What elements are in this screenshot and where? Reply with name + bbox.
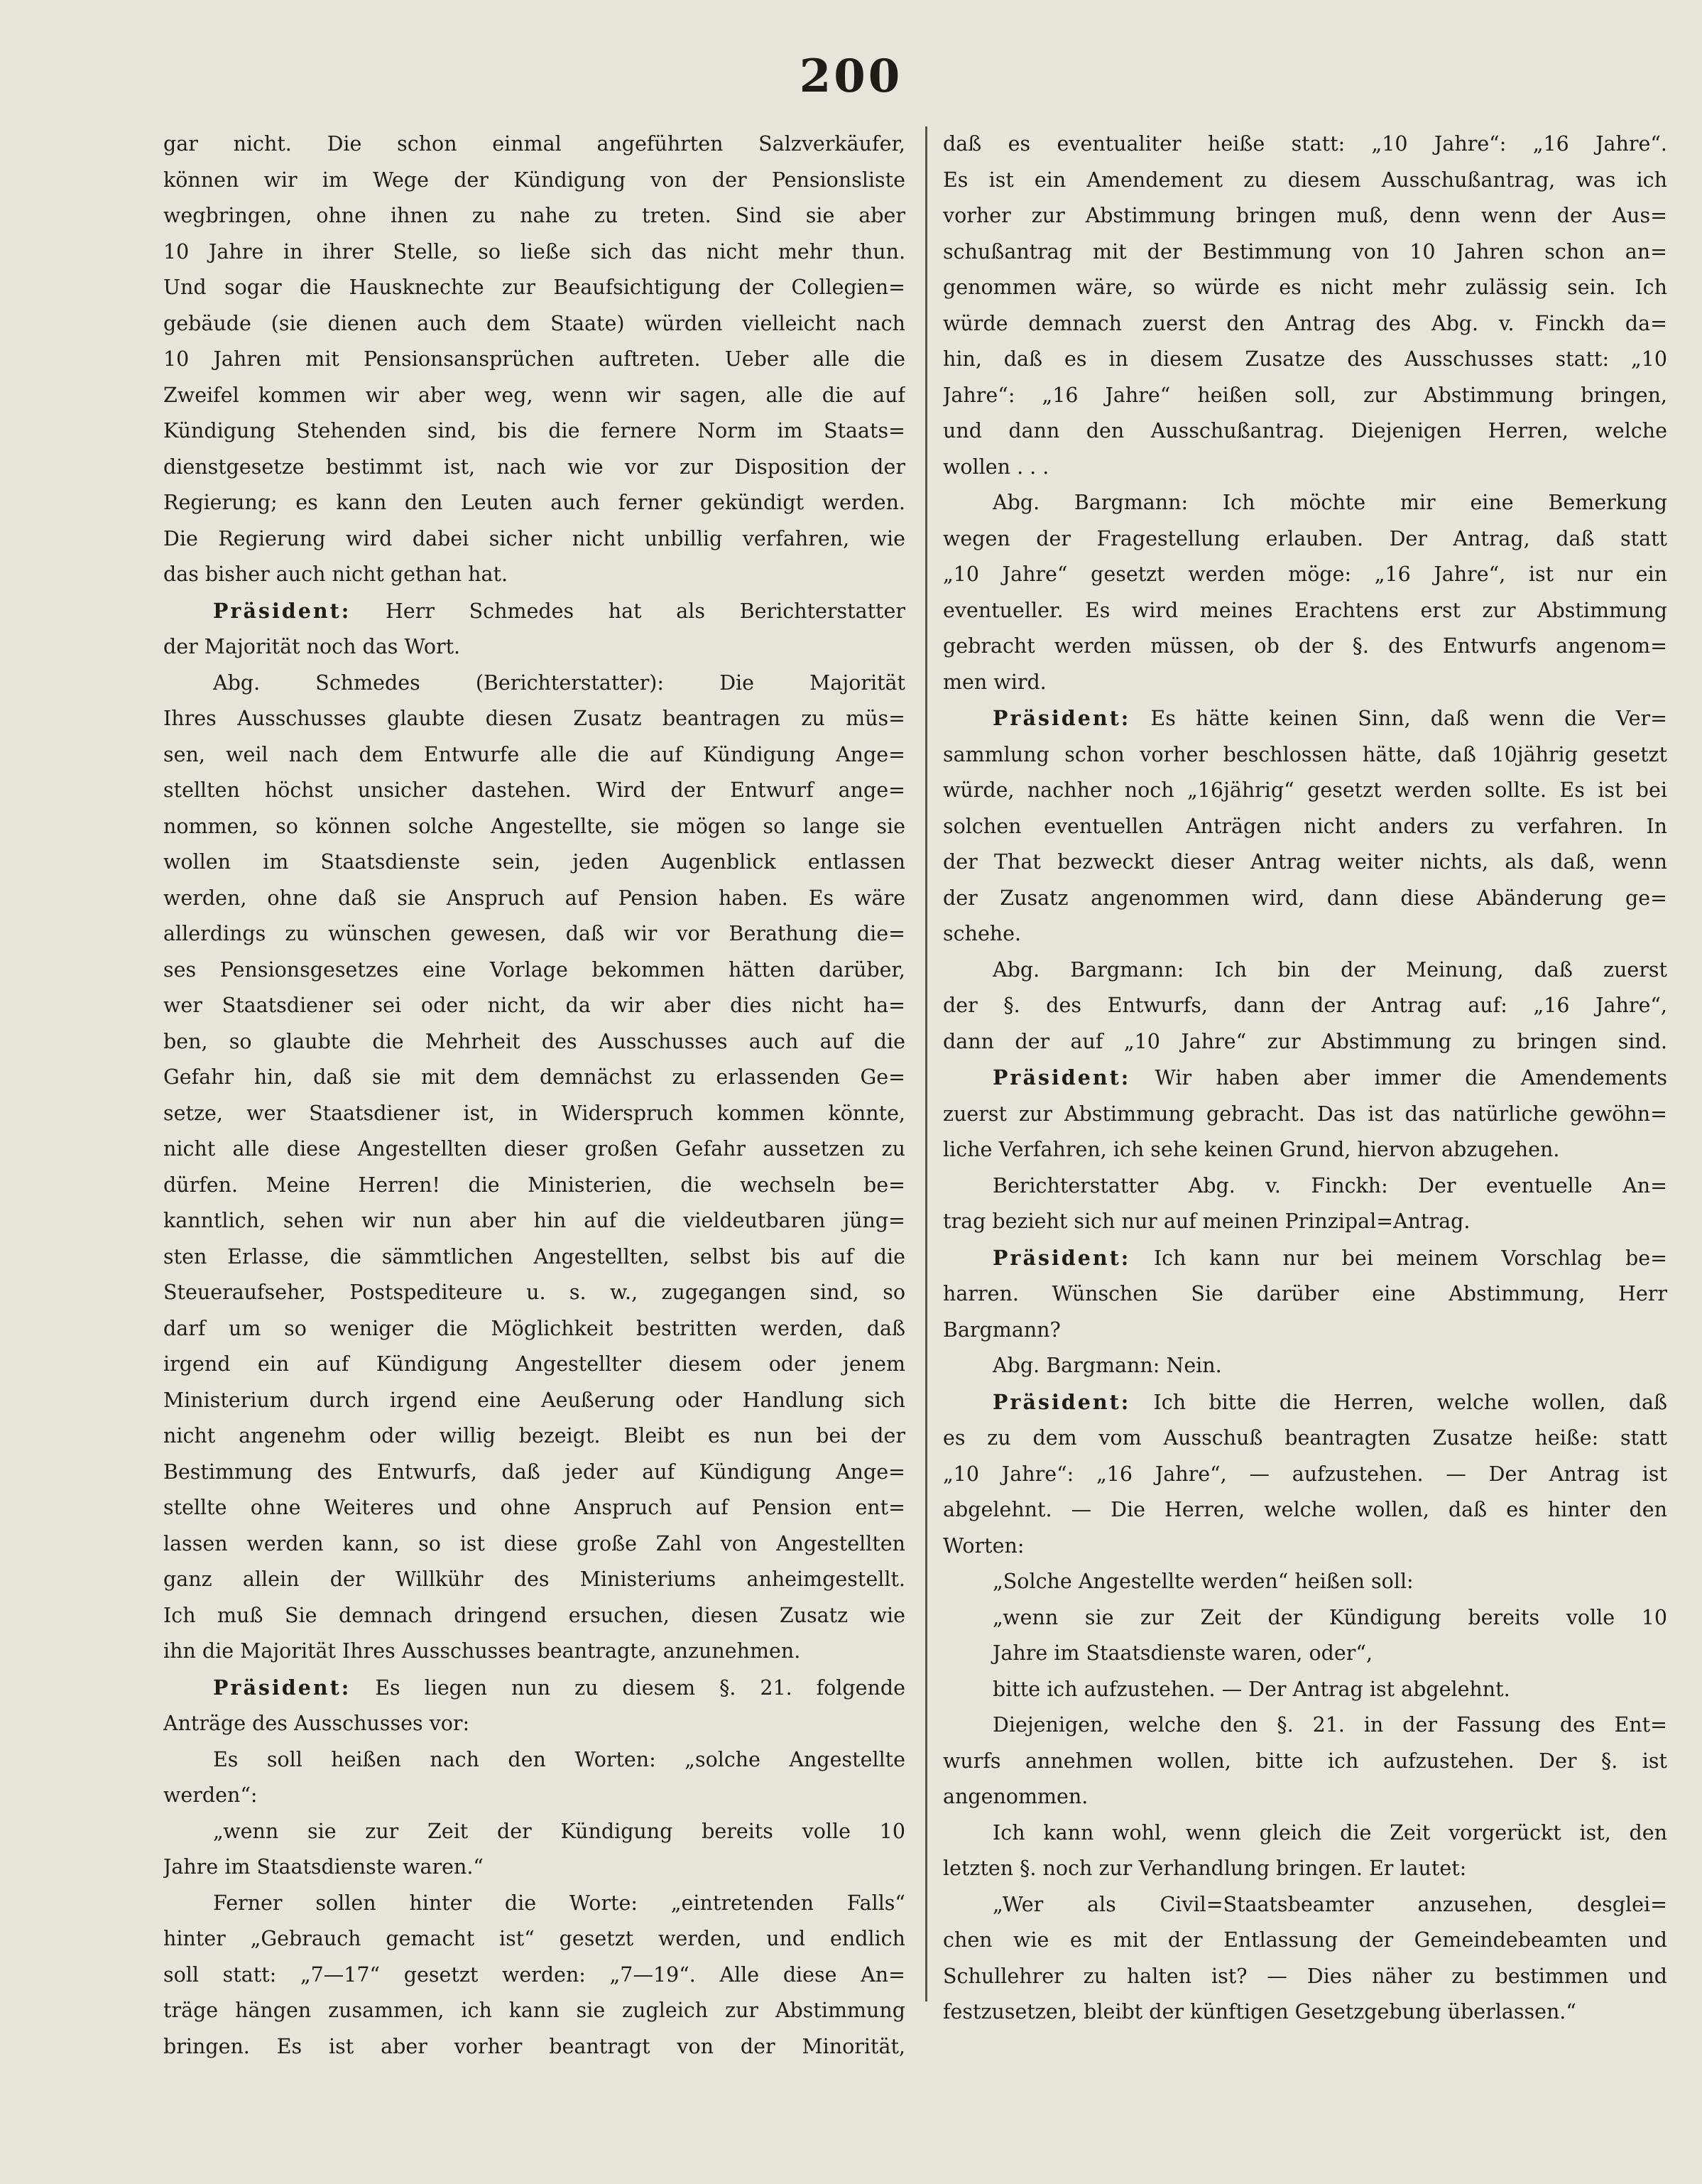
- line-text: vorher zur Abstimmung bringen muß, denn wenn der Aus=: [943, 204, 1667, 227]
- text-line: [943, 881, 1667, 917]
- text-line: [163, 773, 905, 809]
- line-text: schehe.: [943, 922, 1022, 945]
- text-line: [163, 952, 905, 989]
- line-text: Es hätte keinen Sinn, daß wenn die Ver=: [1150, 707, 1667, 730]
- text-line: [163, 1706, 905, 1742]
- text-line: [943, 1636, 1667, 1672]
- text-line: [943, 485, 1667, 521]
- line-text: sammlung schon vorher beschlossen hätte, daß 10jährig gesetzt: [943, 742, 1667, 766]
- text-line: [943, 270, 1667, 306]
- line-text: genommen wäre, so würde es nicht mehr zulässig sein. Ich: [943, 276, 1667, 299]
- line-text: Worten:: [943, 1533, 1025, 1558]
- line-text: Regierung; es kann den Leuten auch ferner gekündigt werden.: [163, 491, 905, 514]
- line-text: 10 Jahre in ihrer Stelle, so ließe sich das nicht mehr thun.: [163, 239, 905, 264]
- text-line: [163, 1993, 905, 2029]
- line-text: Abg. Bargmann: Ich möchte mir eine Bemerkung: [993, 491, 1667, 514]
- line-text: „wenn sie zur Zeit der Kündigung bereits volle 10: [213, 1819, 905, 1843]
- text-line: [163, 701, 905, 737]
- text-line: [943, 665, 1667, 701]
- line-text: Schullehrer zu halten ist? — Dies näher zu bestimmen und: [943, 1964, 1667, 1988]
- line-text: Kündigung Stehenden sind, bis die fernere Norm im Staats=: [163, 419, 905, 442]
- line-text: dann der auf „10 Jahre“ zur Abstimmung zu bringen sind.: [943, 1029, 1667, 1053]
- text-line: [943, 1994, 1667, 2031]
- text-line: [943, 1887, 1667, 1923]
- text-line: [163, 450, 905, 486]
- text-line: [943, 1457, 1667, 1493]
- line-text: wegen der Fragestellung erlauben. Der Antrag, daß statt: [943, 526, 1667, 550]
- line-text: wollen im Staatsdienste sein, jeden Augenblick entlassen: [163, 850, 905, 874]
- text-line: [163, 1455, 905, 1491]
- line-text: Abg. Schmedes (Berichterstatter): Die Majorität: [213, 670, 905, 695]
- text-line: [163, 485, 905, 521]
- line-text: harren. Wünschen Sie darüber eine Abstimmung, Herr: [943, 1282, 1667, 1305]
- line-text: daß es eventualiter heiße statt: „10 Jahre“: „16 Jahre“.: [943, 132, 1667, 156]
- line-text: men wird.: [943, 670, 1047, 694]
- text-line: [943, 1024, 1667, 1060]
- line-text: Ich kann nur bei meinem Vorschlag be=: [1153, 1246, 1667, 1270]
- text-line: [943, 1168, 1667, 1205]
- text-line: [943, 163, 1667, 199]
- text-line: [163, 521, 905, 558]
- text-line: [943, 342, 1667, 378]
- line-text: werden, ohne daß sie Anspruch auf Pension haben. Es wäre: [163, 886, 905, 910]
- text-line: [943, 1060, 1667, 1097]
- line-text: nicht angenehm oder willig bezeigt. Bleibt es nun bei der: [163, 1424, 905, 1447]
- text-line: [163, 126, 905, 163]
- line-text: 10 Jahren mit Pensionsansprüchen auftreten. Ueber alle die: [163, 347, 905, 371]
- line-text: können wir im Wege der Kündigung von der Pensionsliste: [163, 168, 905, 192]
- line-text: ben, so glaubte die Mehrheit des Ausschusses auch auf die: [163, 1029, 905, 1053]
- line-text: bringen. Es ist aber vorher beantragt von der Minorität,: [163, 2034, 905, 2058]
- text-line: [163, 1060, 905, 1096]
- line-text: würde demnach zuerst den Antrag des Abg. v. Finckh da=: [943, 311, 1667, 335]
- text-line: [943, 1744, 1667, 1780]
- line-text: wer Staatsdiener sei oder nicht, da wir aber dies nicht ha=: [163, 994, 905, 1017]
- line-text: angenommen.: [943, 1785, 1089, 1808]
- line-text: dienstgesetze bestimmt ist, nach wie vor zur Disposition der: [163, 455, 905, 479]
- text-line: [163, 1742, 905, 1778]
- line-text: Jahre im Staatsdienste waren.“: [163, 1855, 484, 1879]
- line-text: „10 Jahre“: „16 Jahre“, — aufzustehen. — Der Antrag ist: [943, 1462, 1667, 1486]
- text-line: [943, 1132, 1667, 1168]
- text-line: [163, 1778, 905, 1814]
- text-line: [943, 1923, 1667, 1959]
- text-line: [163, 1096, 905, 1132]
- line-text: soll statt: „7—17“ gesetzt werden: „7—19“. Alle diese An=: [163, 1962, 905, 1987]
- text-line: [163, 1886, 905, 1922]
- text-line: [163, 844, 905, 881]
- text-line: [163, 163, 905, 199]
- text-line: [163, 916, 905, 952]
- line-text: der §. des Entwurfs, dann der Antrag auf: „16 Jahre“,: [943, 994, 1667, 1017]
- line-text: Bargmann?: [943, 1318, 1061, 1342]
- speaker-label: Präsident:: [993, 1245, 1131, 1270]
- text-line: [943, 773, 1667, 809]
- line-text: stellten höchst unsicher dastehen. Wird der Entwurf ange=: [163, 778, 905, 802]
- speaker-label: Präsident:: [213, 598, 351, 623]
- text-line: [163, 557, 905, 593]
- line-text: solchen eventuellen Anträgen nicht anders zu verfahren. In: [943, 814, 1667, 838]
- text-line: [943, 1313, 1667, 1349]
- text-line: [943, 700, 1667, 737]
- text-line: [163, 2029, 905, 2065]
- line-text: Ich kann wohl, wenn gleich die Zeit vorgerückt ist, den: [993, 1820, 1667, 1845]
- line-text: ganz allein der Willkühr des Ministeriums anheimgestellt.: [163, 1568, 905, 1591]
- column-divider: [925, 126, 927, 2001]
- line-text: kanntlich, sehen wir nun aber hin auf die vieldeutbaren jüng=: [163, 1209, 905, 1232]
- text-line: [943, 1672, 1667, 1708]
- line-text: eventueller. Es wird meines Erachtens erst zur Abstimmung: [943, 598, 1667, 622]
- text-line: [163, 1670, 905, 1707]
- right-column: [943, 126, 1667, 2087]
- line-text: Ihres Ausschusses glaubte diesen Zusatz beantragen zu müs=: [163, 707, 905, 730]
- speaker-label: Präsident:: [993, 706, 1131, 730]
- line-text: würde, nachher noch „16jährig“ gesetzt werden sollte. Es ist bei: [943, 778, 1667, 802]
- line-text: der Majorität noch das Wort.: [163, 635, 461, 658]
- text-line: [943, 1492, 1667, 1528]
- text-line: [163, 593, 905, 630]
- line-text: „Solche Angestellte werden“ heißen soll:: [993, 1570, 1414, 1593]
- text-line: [163, 1526, 905, 1563]
- line-text: Es ist ein Amendement zu diesem Ausschußantrag, was ich: [943, 168, 1667, 192]
- line-text: Jahre“: „16 Jahre“ heißen soll, zur Abstimmung bringen,: [943, 383, 1667, 407]
- text-line: [163, 1598, 905, 1634]
- line-text: liche Verfahren, ich sehe keinen Grund, hiervon abzugehen.: [943, 1138, 1560, 1161]
- text-line: [943, 1384, 1667, 1421]
- speaker-label: Präsident:: [213, 1675, 351, 1700]
- line-text: Abg. Bargmann: Ich bin der Meinung, daß zuerst: [993, 957, 1667, 982]
- line-text: wurfs annehmen wollen, bitte ich aufzustehen. Der §. ist: [943, 1749, 1667, 1773]
- text-line: [163, 1418, 905, 1455]
- text-line: [943, 1779, 1667, 1815]
- line-text: Ferner sollen hinter die Worte: „eintretenden Falls“: [213, 1891, 905, 1915]
- text-line: [163, 629, 905, 665]
- text-line: [163, 809, 905, 845]
- line-text: abgelehnt. — Die Herren, welche wollen, daß es hinter den: [943, 1498, 1667, 1521]
- line-text: bitte ich aufzustehen. — Der Antrag ist abgelehnt.: [993, 1677, 1510, 1701]
- line-text: Ministerium durch irgend eine Aeußerung oder Handlung sich: [163, 1388, 905, 1412]
- line-text: stellte ohne Weiteres und ohne Anspruch auf Pension ent=: [163, 1496, 905, 1519]
- line-text: gebäude (sie dienen auch dem Staate) würden vielleicht nach: [163, 311, 905, 335]
- text-line: [163, 988, 905, 1024]
- text-line: [943, 521, 1667, 558]
- text-line: [163, 234, 905, 271]
- left-column: [163, 126, 905, 2087]
- line-text: Steueraufseher, Postspediteure u. s. w., zugegangen sind, so: [163, 1281, 905, 1304]
- text-line: [163, 198, 905, 234]
- line-text: zuerst zur Abstimmung gebracht. Das ist das natürliche gewöhn=: [943, 1102, 1667, 1126]
- text-line: [943, 1420, 1667, 1457]
- line-text: trag bezieht sich nur auf meinen Prinzipal=Antrag.: [943, 1210, 1471, 1233]
- text-line: [943, 450, 1667, 486]
- line-text: der Zusatz angenommen wird, dann diese Abänderung ge=: [943, 886, 1667, 910]
- text-line: [163, 1239, 905, 1276]
- text-line: [163, 1203, 905, 1239]
- line-text: Gefahr hin, daß sie mit dem demnächst zu erlassenden Ge=: [163, 1065, 905, 1089]
- line-text: das bisher auch nicht gethan hat.: [163, 563, 508, 586]
- text-line: [943, 629, 1667, 665]
- line-text: ses Pensionsgesetzes eine Vorlage bekommen hätten darüber,: [163, 957, 905, 982]
- line-text: setze, wer Staatsdiener ist, in Widerspruch kommen könnte,: [163, 1101, 905, 1125]
- line-text: nicht alle diese Angestellten dieser großen Gefahr aussetzen zu: [163, 1137, 905, 1161]
- text-line: [943, 1528, 1667, 1565]
- line-text: Jahre im Staatsdienste waren, oder“,: [993, 1641, 1373, 1665]
- text-line: [163, 1634, 905, 1670]
- line-text: Wir haben aber immer die Amendements: [1155, 1066, 1667, 1090]
- line-text: Herr Schmedes hat als Berichterstatter: [385, 599, 905, 623]
- text-line: [943, 737, 1667, 773]
- line-text: chen wie es mit der Entlassung der Gemeindebeamten und: [943, 1928, 1667, 1952]
- text-line: [943, 413, 1667, 450]
- line-text: Es soll heißen nach den Worten: „solche Angestellte: [213, 1747, 905, 1771]
- text-line: [163, 665, 905, 702]
- line-text: Ich bitte die Herren, welche wollen, daß: [1153, 1390, 1667, 1414]
- text-line: [163, 1849, 905, 1886]
- line-text: darf um so weniger die Möglichkeit bestritten werden, daß: [163, 1316, 905, 1340]
- line-text: wegbringen, ohne ihnen zu nahe zu treten. Sind sie aber: [163, 204, 905, 227]
- line-text: schußantrag mit der Bestimmung von 10 Jahren schon an=: [943, 239, 1667, 264]
- text-line: [163, 1383, 905, 1419]
- line-text: „10 Jahre“ gesetzt werden möge: „16 Jahre“, ist nur ein: [943, 563, 1667, 586]
- line-text: Es liegen nun zu diesem §. 21. folgende: [375, 1675, 905, 1700]
- text-line: [163, 1921, 905, 1957]
- text-line: [163, 1562, 905, 1598]
- text-line: [163, 737, 905, 773]
- text-line: [943, 198, 1667, 234]
- text-line: [943, 988, 1667, 1024]
- text-line: [943, 557, 1667, 593]
- text-line: [163, 1814, 905, 1850]
- text-line: [943, 234, 1667, 271]
- line-text: sen, weil nach dem Entwurfe alle die auf Kündigung Ange=: [163, 742, 905, 766]
- text-line: [943, 916, 1667, 952]
- line-text: hinter „Gebrauch gemacht ist“ gesetzt werden, und endlich: [163, 1927, 905, 1950]
- line-text: ihn die Majorität Ihres Ausschusses beantragte, anzunehmen.: [163, 1639, 801, 1663]
- text-line: [943, 1959, 1667, 1995]
- text-line: [943, 1564, 1667, 1600]
- text-line: [163, 881, 905, 917]
- line-text: der That bezweckt dieser Antrag weiter nichts, als daß, wenn: [943, 850, 1667, 874]
- line-text: Und sogar die Hausknechte zur Beaufsichtigung der Collegien=: [163, 276, 905, 299]
- text-line: [163, 1490, 905, 1526]
- text-line: [943, 1276, 1667, 1313]
- line-text: Bestimmung des Entwurfs, daß jeder auf Kündigung Ange=: [163, 1460, 905, 1484]
- text-line: [943, 1851, 1667, 1887]
- line-text: „Wer als Civil=Staatsbeamter anzusehen, desglei=: [993, 1892, 1667, 1916]
- speaker-label: Präsident:: [993, 1389, 1131, 1414]
- line-text: „wenn sie zur Zeit der Kündigung bereits volle 10: [993, 1605, 1667, 1629]
- line-text: gebracht werden müssen, ob der §. des Entwurfs angenom=: [943, 634, 1667, 658]
- text-line: [943, 378, 1667, 414]
- text-line: [163, 270, 905, 306]
- text-line: [943, 844, 1667, 881]
- line-text: und dann den Ausschußantrag. Diejenigen Herren, welche: [943, 419, 1667, 442]
- speaker-label: Präsident:: [993, 1065, 1131, 1090]
- text-line: [943, 1097, 1667, 1133]
- line-text: wollen . . .: [943, 455, 1049, 479]
- line-text: träge hängen zusammen, ich kann sie zugleich zur Abstimmung: [163, 1999, 905, 2022]
- line-text: werden“:: [163, 1783, 258, 1807]
- line-text: festzusetzen, bleibt der künftigen Gesetzgebung überlassen.“: [943, 2000, 1576, 2023]
- line-text: nommen, so können solche Angestellte, sie mögen so lange sie: [163, 814, 905, 838]
- text-line: [163, 342, 905, 378]
- line-text: Anträge des Ausschusses vor:: [163, 1712, 470, 1735]
- text-line: [163, 1275, 905, 1311]
- text-line: [163, 1131, 905, 1168]
- page-number: 200: [799, 50, 903, 103]
- text-line: [163, 1347, 905, 1383]
- text-line: [163, 1957, 905, 1994]
- text-line: [163, 1024, 905, 1060]
- line-text: Zweifel kommen wir aber weg, wenn wir sagen, alle die auf: [163, 383, 905, 407]
- text-line: [163, 1311, 905, 1347]
- line-text: Berichterstatter Abg. v. Finckh: Der eventuelle An=: [993, 1173, 1667, 1197]
- line-text: Abg. Bargmann: Nein.: [993, 1354, 1222, 1377]
- text-line: [943, 306, 1667, 342]
- text-line: [943, 126, 1667, 163]
- text-line: [943, 1348, 1667, 1384]
- text-line: [943, 809, 1667, 845]
- line-text: Ich muß Sie demnach dringend ersuchen, diesen Zusatz wie: [163, 1603, 905, 1627]
- text-line: [943, 1707, 1667, 1744]
- text-line: [163, 413, 905, 450]
- line-text: irgend ein auf Kündigung Angestellter diesem oder jenem: [163, 1352, 905, 1376]
- line-text: hin, daß es in diesem Zusatze des Ausschusses statt: „10: [943, 347, 1667, 371]
- text-line: [943, 593, 1667, 629]
- line-text: gar nicht. Die schon einmal angeführten Salzverkäufer,: [163, 132, 905, 156]
- text-line: [943, 1600, 1667, 1636]
- line-text: lassen werden kann, so ist diese große Zahl von Angestellten: [163, 1531, 905, 1555]
- line-text: es zu dem vom Ausschuß beantragten Zusatze heiße: statt: [943, 1426, 1667, 1450]
- text-line: [943, 1204, 1667, 1240]
- text-line: [943, 952, 1667, 989]
- line-text: allerdings zu wünschen gewesen, daß wir vor Berathung die=: [163, 922, 905, 945]
- text-line: [163, 378, 905, 414]
- line-text: sten Erlasse, die sämmtlichen Angestellten, selbst bis auf die: [163, 1244, 905, 1268]
- text-line: [943, 1815, 1667, 1852]
- text-line: [163, 306, 905, 342]
- line-text: dürfen. Meine Herren! die Ministerien, die wechseln be=: [163, 1173, 905, 1197]
- line-text: Diejenigen, welche den §. 21. in der Fassung des Ent=: [993, 1713, 1667, 1737]
- line-text: Die Regierung wird dabei sicher nicht unbillig verfahren, wie: [163, 526, 905, 550]
- text-line: [943, 1240, 1667, 1277]
- line-text: letzten §. noch zur Verhandlung bringen. Er lautet:: [943, 1857, 1467, 1880]
- text-line: [163, 1168, 905, 1204]
